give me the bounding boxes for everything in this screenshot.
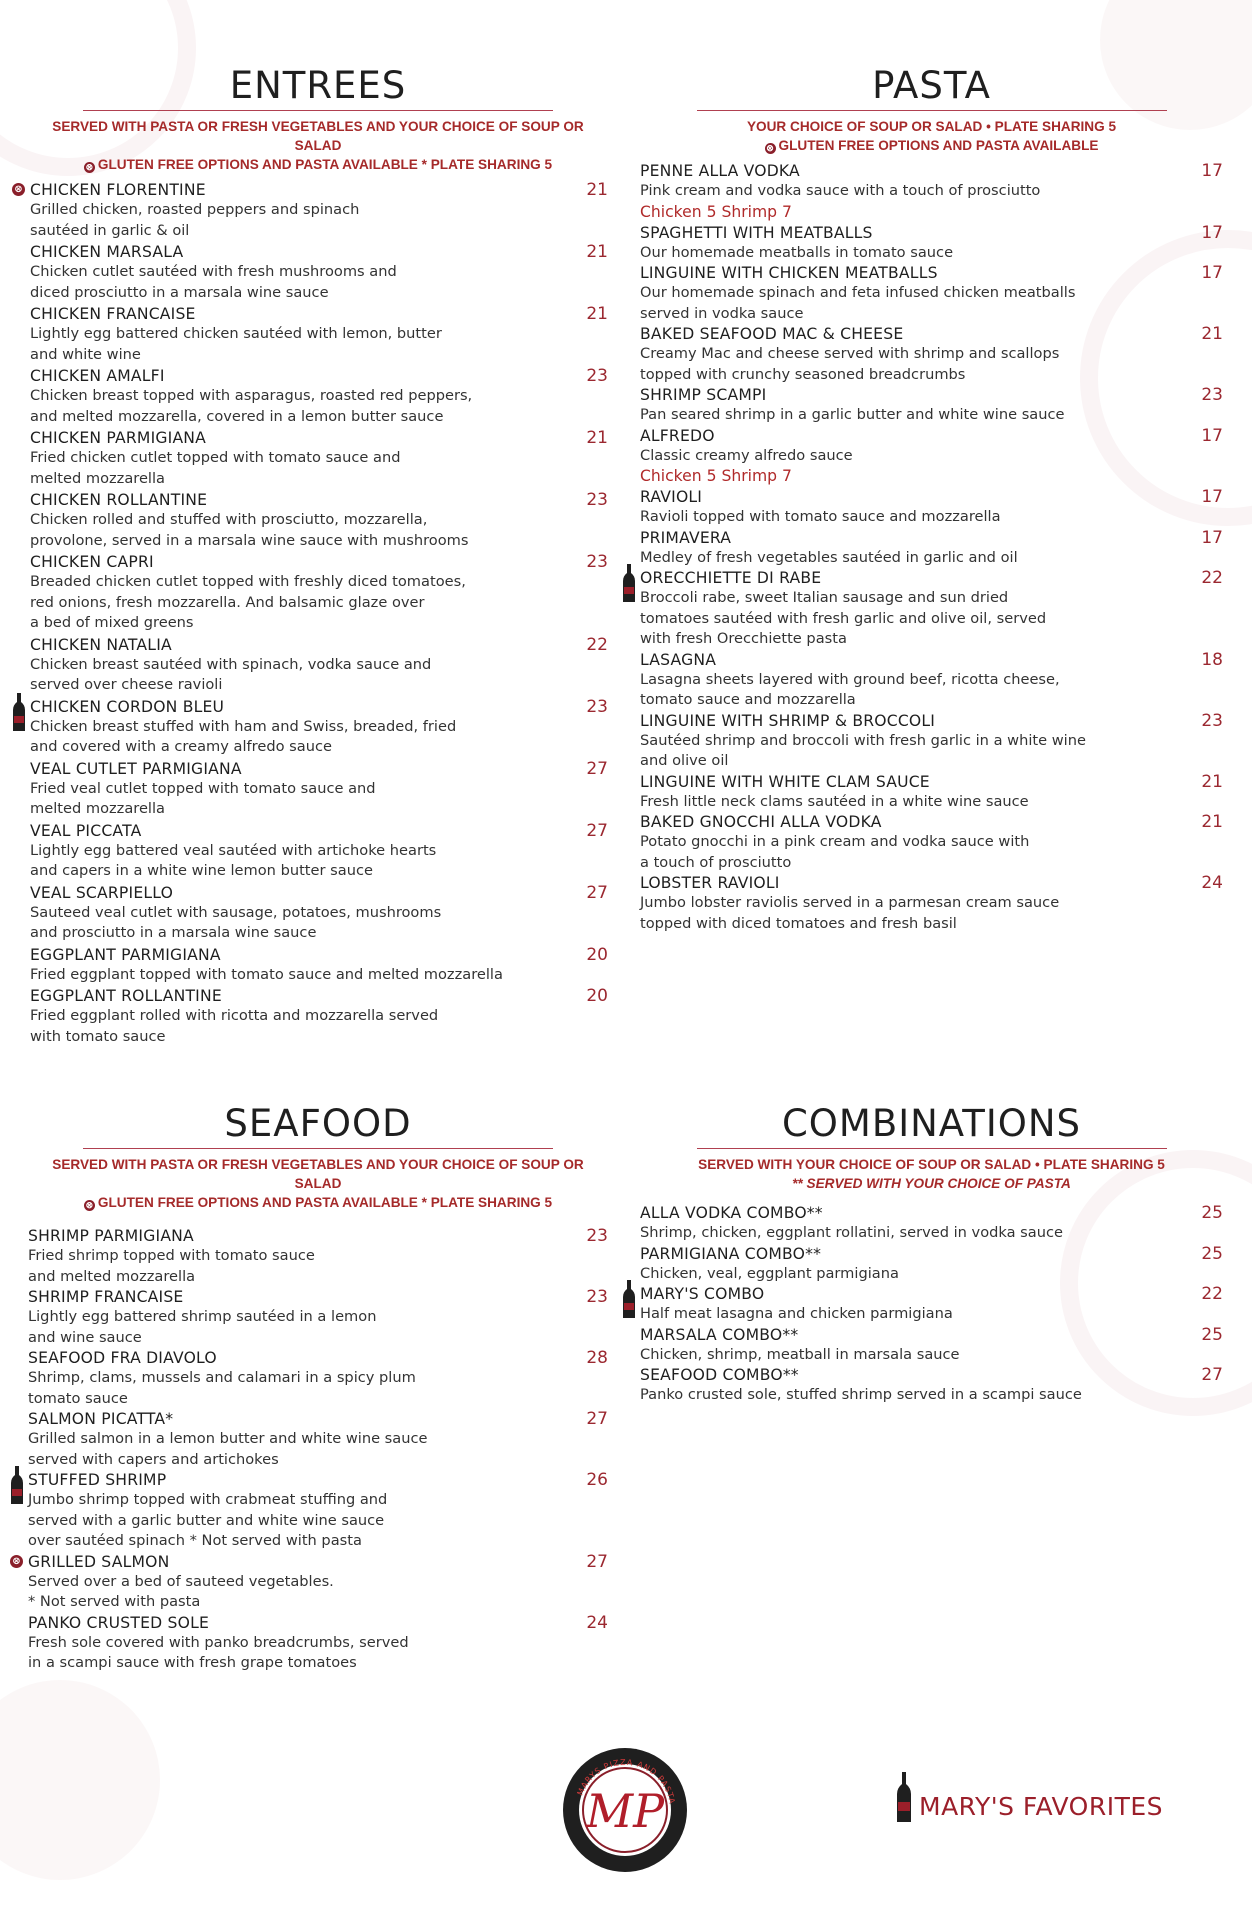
section-title: PASTA <box>872 64 991 107</box>
item-price: 23 <box>1201 385 1223 405</box>
wine-bottle-icon <box>12 693 26 731</box>
item-name: LINGUINE WITH WHITE CLAM SAUCE <box>640 772 930 791</box>
divider <box>697 1148 1167 1149</box>
wine-bottle-icon <box>622 564 636 602</box>
item-header <box>640 772 1223 792</box>
item-description: Served over a bed of sauteed vegetables. * Not served with pasta <box>28 1572 334 1610</box>
section-title: COMBINATIONS <box>781 1102 1082 1145</box>
item-name: SEAFOOD FRA DIAVOLO <box>28 1349 217 1367</box>
menu-item <box>30 945 608 986</box>
item-name: EGGPLANT ROLLANTINE <box>30 987 222 1005</box>
item-name: MARY'S COMBO <box>640 1285 765 1303</box>
logo-initials: MP <box>585 1784 665 1838</box>
entrees-section <box>14 64 608 1048</box>
item-price: 23 <box>586 1287 608 1307</box>
item-price: 21 <box>1201 771 1223 792</box>
item-description: Fresh little neck clams sautéed in a white wine sauce <box>640 792 1029 810</box>
item-name: RAVIOLI <box>640 488 703 506</box>
item-name: CHICKEN ROLLANTINE <box>30 491 208 509</box>
item-name: CHICKEN MARSALA <box>30 243 184 261</box>
item-price: 21 <box>586 428 608 448</box>
item-description: Chicken breast stuffed with ham and Swiss, breaded, fried and covered with a creamy alfredo sauce <box>30 717 457 755</box>
item-header <box>640 812 1223 832</box>
logo-ring-text: MARYS PIZZA AND PASTA <box>575 1757 677 1806</box>
item-description: Pink cream and vodka sauce with a touch of prosciutto <box>640 182 1041 199</box>
item-name: SPAGHETTI WITH MEATBALLS <box>640 223 873 242</box>
divider <box>697 110 1167 111</box>
menu-item <box>30 304 608 365</box>
menu-item <box>28 1613 608 1674</box>
menu-item <box>640 873 1223 934</box>
wine-bottle-icon <box>895 1772 913 1822</box>
wine-stain-decoration <box>0 1680 160 1880</box>
item-header <box>640 487 1223 507</box>
item-price: 27 <box>586 820 608 841</box>
item-description: Sautéed shrimp and broccoli with fresh garlic in a white wine and olive oil <box>640 731 1086 769</box>
gluten-free-icon: ⊗ <box>85 162 94 172</box>
item-description: Lightly egg battered shrimp sautéed in a lemon and wine sauce <box>28 1308 377 1346</box>
menu-item <box>30 635 608 696</box>
menu-item <box>28 1287 608 1348</box>
item-description: Medley of fresh vegetables sautéed in garlic and oil <box>640 548 1018 566</box>
item-name: SHRIMP SCAMPI <box>640 386 767 404</box>
item-description: Lasagna sheets layered with ground beef, ricotta cheese, tomato sauce and mozzarella <box>640 670 1060 708</box>
item-name: SHRIMP FRANCAISE <box>28 1288 184 1306</box>
item-header <box>640 873 1223 893</box>
item-price: 17 <box>1201 222 1223 243</box>
item-description: Panko crusted sole, stuffed shrimp served in a scampi sauce <box>640 1386 1082 1403</box>
menu-item <box>640 426 1223 488</box>
gluten-free-icon: ⊗ <box>85 1200 94 1210</box>
item-description: Sauteed veal cutlet with sausage, potatoes, mushrooms and prosciutto in a marsala wine sauce <box>30 903 442 941</box>
menu-item <box>30 242 608 303</box>
menu-item <box>28 1226 608 1287</box>
item-name: MARSALA COMBO** <box>640 1325 799 1344</box>
favorites-legend <box>895 1772 1163 1822</box>
item-price: 25 <box>1201 1203 1223 1223</box>
item-addons: Chicken 5 Shrimp 7 <box>640 467 792 485</box>
item-header <box>640 1284 1223 1304</box>
menu-item <box>30 821 608 882</box>
section-subtitle: SERVED WITH YOUR CHOICE OF SOUP OR SALAD • PLATE SHARING 5 <box>698 1157 1165 1172</box>
item-price: 21 <box>1201 324 1223 344</box>
menu-item <box>640 650 1223 711</box>
gluten-free-icon: ⊗ <box>12 183 25 196</box>
menu-item <box>30 428 608 489</box>
item-description: Chicken, veal, eggplant parmigiana <box>640 1264 899 1282</box>
item-price: 27 <box>1201 1365 1223 1385</box>
item-header <box>30 635 608 655</box>
item-name: CHICKEN FLORENTINE <box>30 181 206 199</box>
item-header <box>28 1348 608 1368</box>
item-price: 23 <box>586 366 608 386</box>
menu-item <box>30 697 608 758</box>
section-title: SEAFOOD <box>224 1102 412 1145</box>
item-header <box>640 223 1223 243</box>
menu-item <box>640 1244 1223 1285</box>
item-price: 17 <box>1201 527 1223 548</box>
menu-item <box>30 759 608 820</box>
item-header <box>30 428 608 448</box>
section-subtitle-gf: ⊗ GLUTEN FREE OPTIONS AND PASTA AVAILABLE <box>766 138 1099 153</box>
item-header <box>28 1287 608 1307</box>
menu-item <box>30 490 608 551</box>
item-header <box>30 986 608 1006</box>
combinations-section <box>640 1102 1223 1406</box>
menu-item <box>640 528 1223 569</box>
item-description: Fried eggplant topped with tomato sauce and melted mozzarella <box>30 965 503 983</box>
item-description: Classic creamy alfredo sauce <box>640 446 853 464</box>
item-header <box>28 1409 608 1429</box>
item-name: EGGPLANT PARMIGIANA <box>30 945 221 964</box>
section-subtitle-gf: ⊗ GLUTEN FREE OPTIONS AND PASTA AVAILABLE * PLATE SHARING 5 <box>85 157 553 172</box>
item-name: CHICKEN AMALFI <box>30 367 165 385</box>
item-header <box>640 568 1223 588</box>
item-price: 26 <box>586 1470 608 1490</box>
item-header <box>30 552 608 572</box>
section-subtitle: SERVED WITH PASTA OR FRESH VEGETABLES AND YOUR CHOICE OF SOUP OR SALAD <box>52 1157 584 1191</box>
item-header <box>640 711 1223 731</box>
item-name: GRILLED SALMON <box>28 1552 170 1571</box>
menu-item <box>640 263 1223 324</box>
item-description: Creamy Mac and cheese served with shrimp and scallops topped with crunchy seasoned breadcrumbs <box>640 345 1060 383</box>
item-header <box>30 180 608 200</box>
item-description: Chicken breast topped with asparagus, roasted red peppers, and melted mozzarella, covered in a lemon butter sauce <box>30 387 473 425</box>
item-description: Shrimp, clams, mussels and calamari in a spicy plum tomato sauce <box>28 1369 416 1407</box>
item-name: LINGUINE WITH SHRIMP & BROCCOLI <box>640 711 936 730</box>
item-price: 22 <box>1201 568 1223 588</box>
item-description: Half meat lasagna and chicken parmigiana <box>640 1305 953 1322</box>
menu-item <box>28 1409 608 1470</box>
gluten-free-icon: ⊗ <box>10 1555 23 1568</box>
item-description: Potato gnocchi in a pink cream and vodka sauce with a touch of prosciutto <box>640 833 1030 871</box>
menu-item <box>30 883 608 944</box>
item-header <box>28 1552 608 1572</box>
item-price: 27 <box>586 758 608 779</box>
menu-item <box>640 324 1223 385</box>
menu-item-list <box>640 1203 1223 1406</box>
item-header <box>30 759 608 779</box>
item-price: 23 <box>1201 710 1223 731</box>
item-header <box>30 697 608 717</box>
item-price: 22 <box>1201 1284 1223 1304</box>
item-name: PRIMAVERA <box>640 528 732 547</box>
item-header <box>640 650 1223 670</box>
item-description: Fried eggplant rolled with ricotta and mozzarella served with tomato sauce <box>30 1007 439 1045</box>
menu-item-list <box>14 180 608 1047</box>
menu-item <box>640 1325 1223 1366</box>
item-addons: Chicken 5 Shrimp 7 <box>640 202 792 221</box>
item-price: 21 <box>586 304 608 324</box>
item-header <box>30 366 608 386</box>
menu-item <box>640 487 1223 528</box>
menu-item <box>640 1203 1223 1244</box>
item-name: CHICKEN CORDON BLEU <box>30 697 225 716</box>
item-name: VEAL SCARPIELLO <box>30 883 174 902</box>
section-title: ENTREES <box>229 64 407 107</box>
menu-item <box>14 180 608 241</box>
section-subtitle-pasta: ** SERVED WITH YOUR CHOICE OF PASTA <box>792 1176 1071 1191</box>
item-price: 17 <box>1201 425 1223 446</box>
item-header <box>640 1244 1223 1264</box>
item-name: ORECCHIETTE DI RABE <box>640 569 822 587</box>
item-header <box>30 242 608 262</box>
item-header <box>30 490 608 510</box>
item-price: 23 <box>586 490 608 510</box>
item-description: Our homemade meatballs in tomato sauce <box>640 243 954 261</box>
item-name: LINGUINE WITH CHICKEN MEATBALLS <box>640 264 938 282</box>
item-name: PARMIGIANA COMBO** <box>640 1244 822 1263</box>
item-price: 21 <box>586 242 608 262</box>
menu-item <box>640 161 1223 223</box>
favorites-label: MARY'S FAVORITES <box>919 1792 1164 1821</box>
item-header <box>640 1325 1223 1345</box>
item-name: CHICKEN FRANCAISE <box>30 305 196 323</box>
menu-item <box>640 812 1223 873</box>
item-price: 24 <box>1201 873 1223 893</box>
item-name: LASAGNA <box>640 650 717 669</box>
menu-item <box>30 552 608 634</box>
item-price: 27 <box>586 1409 608 1429</box>
item-description: Lightly egg battered veal sautéed with artichoke hearts and capers in a white wine lemon butter sauce <box>30 841 437 879</box>
item-header <box>28 1226 608 1246</box>
wine-bottle-icon <box>622 1280 636 1318</box>
item-price: 24 <box>586 1612 608 1633</box>
section-subtitle-gf: ⊗ GLUTEN FREE OPTIONS AND PASTA AVAILABLE * PLATE SHARING 5 <box>85 1195 553 1210</box>
item-name: SEAFOOD COMBO** <box>640 1366 799 1384</box>
item-description: Chicken rolled and stuffed with prosciutto, mozzarella, provolone, served in a marsala wine sauce with mushrooms <box>30 511 469 549</box>
item-header <box>30 304 608 324</box>
item-price: 23 <box>586 696 608 717</box>
item-price: 27 <box>586 882 608 903</box>
menu-item <box>640 1284 1223 1325</box>
item-description: Grilled salmon in a lemon butter and white wine sauce served with capers and artichokes <box>28 1430 428 1468</box>
section-subtitle: YOUR CHOICE OF SOUP OR SALAD • PLATE SHARING 5 <box>746 119 1117 134</box>
item-name: CHICKEN PARMIGIANA <box>30 429 207 447</box>
item-name: SALMON PICATTA* <box>28 1410 174 1428</box>
item-price: 18 <box>1201 649 1223 670</box>
item-header <box>28 1613 608 1633</box>
menu-item-list <box>640 161 1223 934</box>
item-price: 25 <box>1201 1243 1223 1264</box>
item-name: BAKED GNOCCHI ALLA VODKA <box>640 813 882 831</box>
item-description: Pan seared shrimp in a garlic butter and white wine sauce <box>640 406 1065 423</box>
item-name: LOBSTER RAVIOLI <box>640 874 780 892</box>
item-price: 17 <box>1201 487 1223 507</box>
item-header <box>640 324 1223 344</box>
item-price: 28 <box>586 1348 608 1368</box>
menu-item <box>640 711 1223 772</box>
menu-item <box>12 1551 608 1613</box>
item-header <box>30 883 608 903</box>
item-description: Fried chicken cutlet topped with tomato sauce and melted mozzarella <box>30 449 401 487</box>
menu-item <box>30 986 608 1047</box>
menu-item <box>28 1348 608 1409</box>
item-price: 25 <box>1201 1324 1223 1345</box>
item-name: CHICKEN NATALIA <box>30 635 172 654</box>
item-price: 20 <box>586 986 608 1006</box>
item-name: PENNE ALLA VODKA <box>640 162 800 180</box>
item-description: Broccoli rabe, sweet Italian sausage and sun dried tomatoes sautéed with fresh garlic and olive oil, served with fresh Orecchiette pasta <box>640 589 1047 647</box>
section-subtitle: SERVED WITH PASTA OR FRESH VEGETABLES AND YOUR CHOICE OF SOUP OR SALAD <box>52 119 584 153</box>
menu-item <box>640 568 1223 650</box>
item-name: ALFREDO <box>640 426 715 445</box>
item-description: Grilled chicken, roasted peppers and spinach sautéed in garlic & oil <box>30 201 360 239</box>
item-header <box>640 1365 1223 1385</box>
item-header <box>30 821 608 841</box>
pasta-section <box>640 64 1223 934</box>
menu-item-list <box>12 1226 608 1674</box>
menu-item <box>640 772 1223 813</box>
wine-bottle-icon <box>10 1466 24 1504</box>
item-name: ALLA VODKA COMBO** <box>640 1204 823 1222</box>
item-header <box>640 263 1223 283</box>
item-name: PANKO CRUSTED SOLE <box>28 1613 210 1632</box>
item-price: 22 <box>586 634 608 655</box>
restaurant-logo <box>560 1745 690 1875</box>
divider <box>83 1148 553 1149</box>
item-description: Jumbo lobster raviolis served in a parmesan cream sauce topped with diced tomatoes and fresh basil <box>640 894 1060 932</box>
item-name: STUFFED SHRIMP <box>28 1471 167 1489</box>
gluten-free-icon: ⊗ <box>766 143 774 153</box>
item-header <box>640 161 1223 181</box>
item-price: 23 <box>586 1226 608 1246</box>
item-description: Fresh sole covered with panko breadcrumbs, served in a scampi sauce with fresh grape tomatoes <box>28 1633 409 1671</box>
item-price: 17 <box>1201 161 1223 181</box>
item-name: CHICKEN CAPRI <box>30 553 154 571</box>
item-description: Chicken, shrimp, meatball in marsala sauce <box>640 1345 960 1363</box>
item-header <box>640 1203 1223 1223</box>
item-price: 17 <box>1201 263 1223 283</box>
divider <box>83 110 553 111</box>
item-name: VEAL CUTLET PARMIGIANA <box>30 759 242 778</box>
menu-item <box>640 385 1223 426</box>
menu-item <box>640 1365 1223 1406</box>
item-description: Lightly egg battered chicken sautéed with lemon, butter and white wine <box>30 325 442 363</box>
item-header <box>30 945 608 965</box>
item-description: Fried shrimp topped with tomato sauce and melted mozzarella <box>28 1247 315 1285</box>
item-name: SHRIMP PARMIGIANA <box>28 1227 194 1245</box>
item-description: Ravioli topped with tomato sauce and mozzarella <box>640 508 1001 525</box>
item-price: 23 <box>586 552 608 572</box>
item-header <box>640 426 1223 446</box>
item-header <box>640 528 1223 548</box>
item-description: Shrimp, chicken, eggplant rollatini, served in vodka sauce <box>640 1224 1063 1241</box>
item-name: VEAL PICCATA <box>30 821 142 840</box>
item-price: 21 <box>1201 812 1223 832</box>
item-price: 27 <box>586 1551 608 1572</box>
menu-item <box>640 223 1223 264</box>
menu-item <box>30 366 608 427</box>
item-header <box>28 1470 608 1490</box>
item-description: Chicken cutlet sautéed with fresh mushrooms and diced prosciutto in a marsala wine sauce <box>30 263 397 301</box>
item-header <box>640 385 1223 405</box>
item-description: Fried veal cutlet topped with tomato sauce and melted mozzarella <box>30 779 376 817</box>
item-description: Jumbo shrimp topped with crabmeat stuffing and served with a garlic butter and white wine sauce over sautéed spinach * Not served with pasta <box>28 1491 388 1549</box>
seafood-section <box>12 1102 608 1674</box>
item-description: Chicken breast sautéed with spinach, vodka sauce and served over cheese ravioli <box>30 655 432 693</box>
menu-item <box>28 1470 608 1552</box>
item-description: Our homemade spinach and feta infused chicken meatballs served in vodka sauce <box>640 284 1076 322</box>
item-price: 21 <box>586 180 608 200</box>
item-price: 20 <box>586 944 608 965</box>
item-name: BAKED SEAFOOD MAC & CHEESE <box>640 325 904 343</box>
item-description: Breaded chicken cutlet topped with freshly diced tomatoes, red onions, fresh mozzarella. And balsamic glaze over a bed of mixed greens <box>30 573 466 631</box>
